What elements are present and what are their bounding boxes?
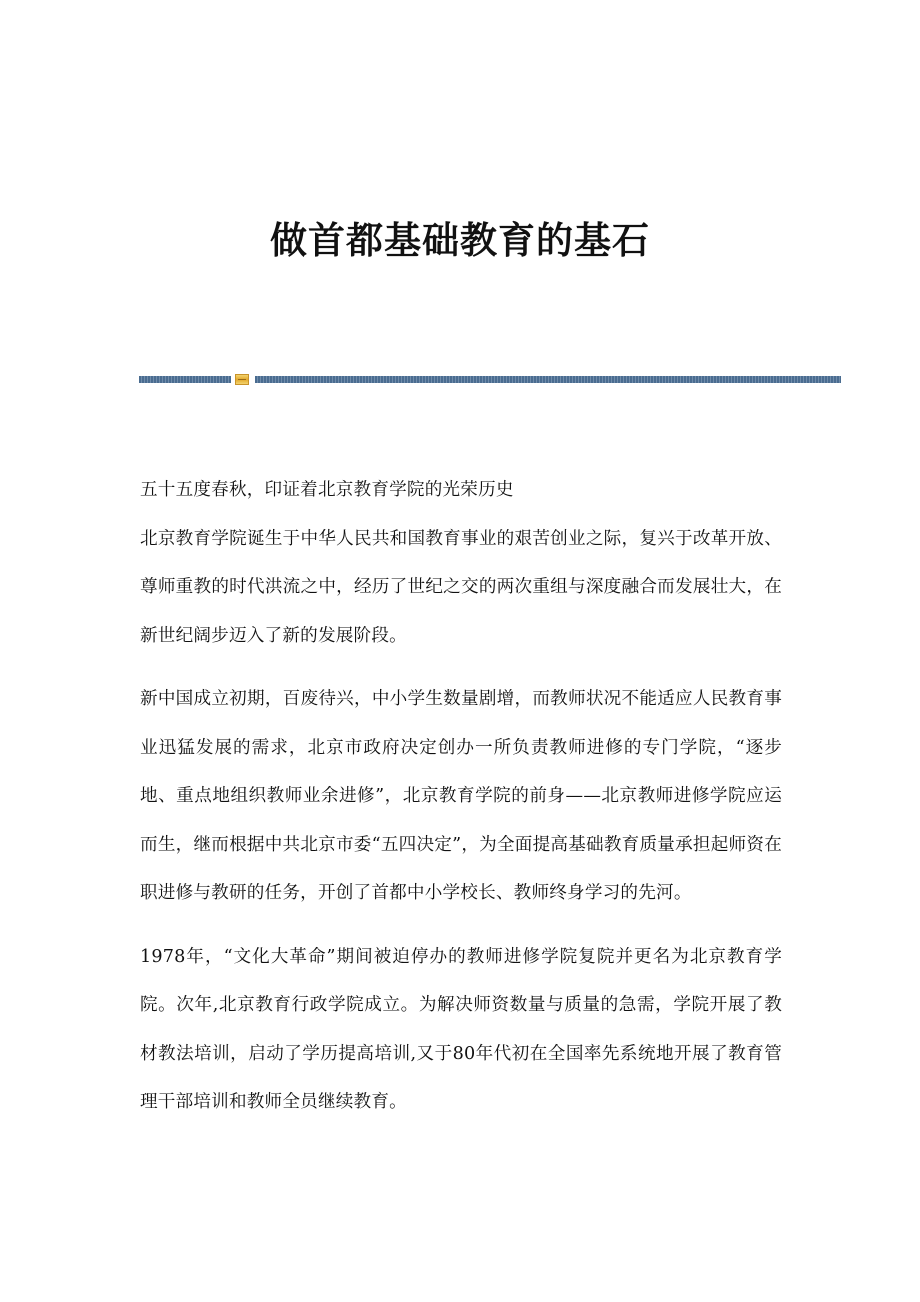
body-paragraph-3: 1978年，“文化大革命”期间被迫停办的教师进修学院复院并更名为北京教育学院。次年,北京教育行政学院成立。为解决师资数量与质量的急需，学院开展了教材教法培训，启动了学历提高培训,又于80年代初在全国率先系统地开展了教育管理干部培训和教师全员继续教育。: [140, 946, 782, 1112]
section-subheading: 五十五度春秋，印证着北京教育学院的光荣历史: [140, 480, 514, 500]
divider-bar-left: [139, 376, 231, 383]
divider-bar-right: [255, 376, 841, 383]
title-divider-ornament-icon: [235, 374, 249, 385]
body-paragraph-2: 新中国成立初期，百废待兴，中小学生数量剧增，而教师状况不能适应人民教育事业迅猛发展的需求，北京市政府决定创办一所负责教师进修的专门学院，“逐步地、重点地组织教师业余进修”，北京教育学院的前身——北京教师进修学院应运而生，继而根据中共北京市委“五四决定”，为全面提高基础教育质量承担起师资在职进修与教研的任务，开创了首都中小学校长、教师终身学习的先河。: [140, 689, 782, 903]
body-paragraph-1: 北京教育学院诞生于中华人民共和国教育事业的艰苦创业之际，复兴于改革开放、尊师重教的时代洪流之中，经历了世纪之交的两次重组与深度融合而发展壮大，在新世纪阔步迈入了新的发展阶段。: [140, 528, 782, 646]
document-title: 做首都基础教育的基石: [270, 218, 650, 262]
title-divider: [139, 374, 841, 385]
document-body: [140, 466, 782, 1142]
